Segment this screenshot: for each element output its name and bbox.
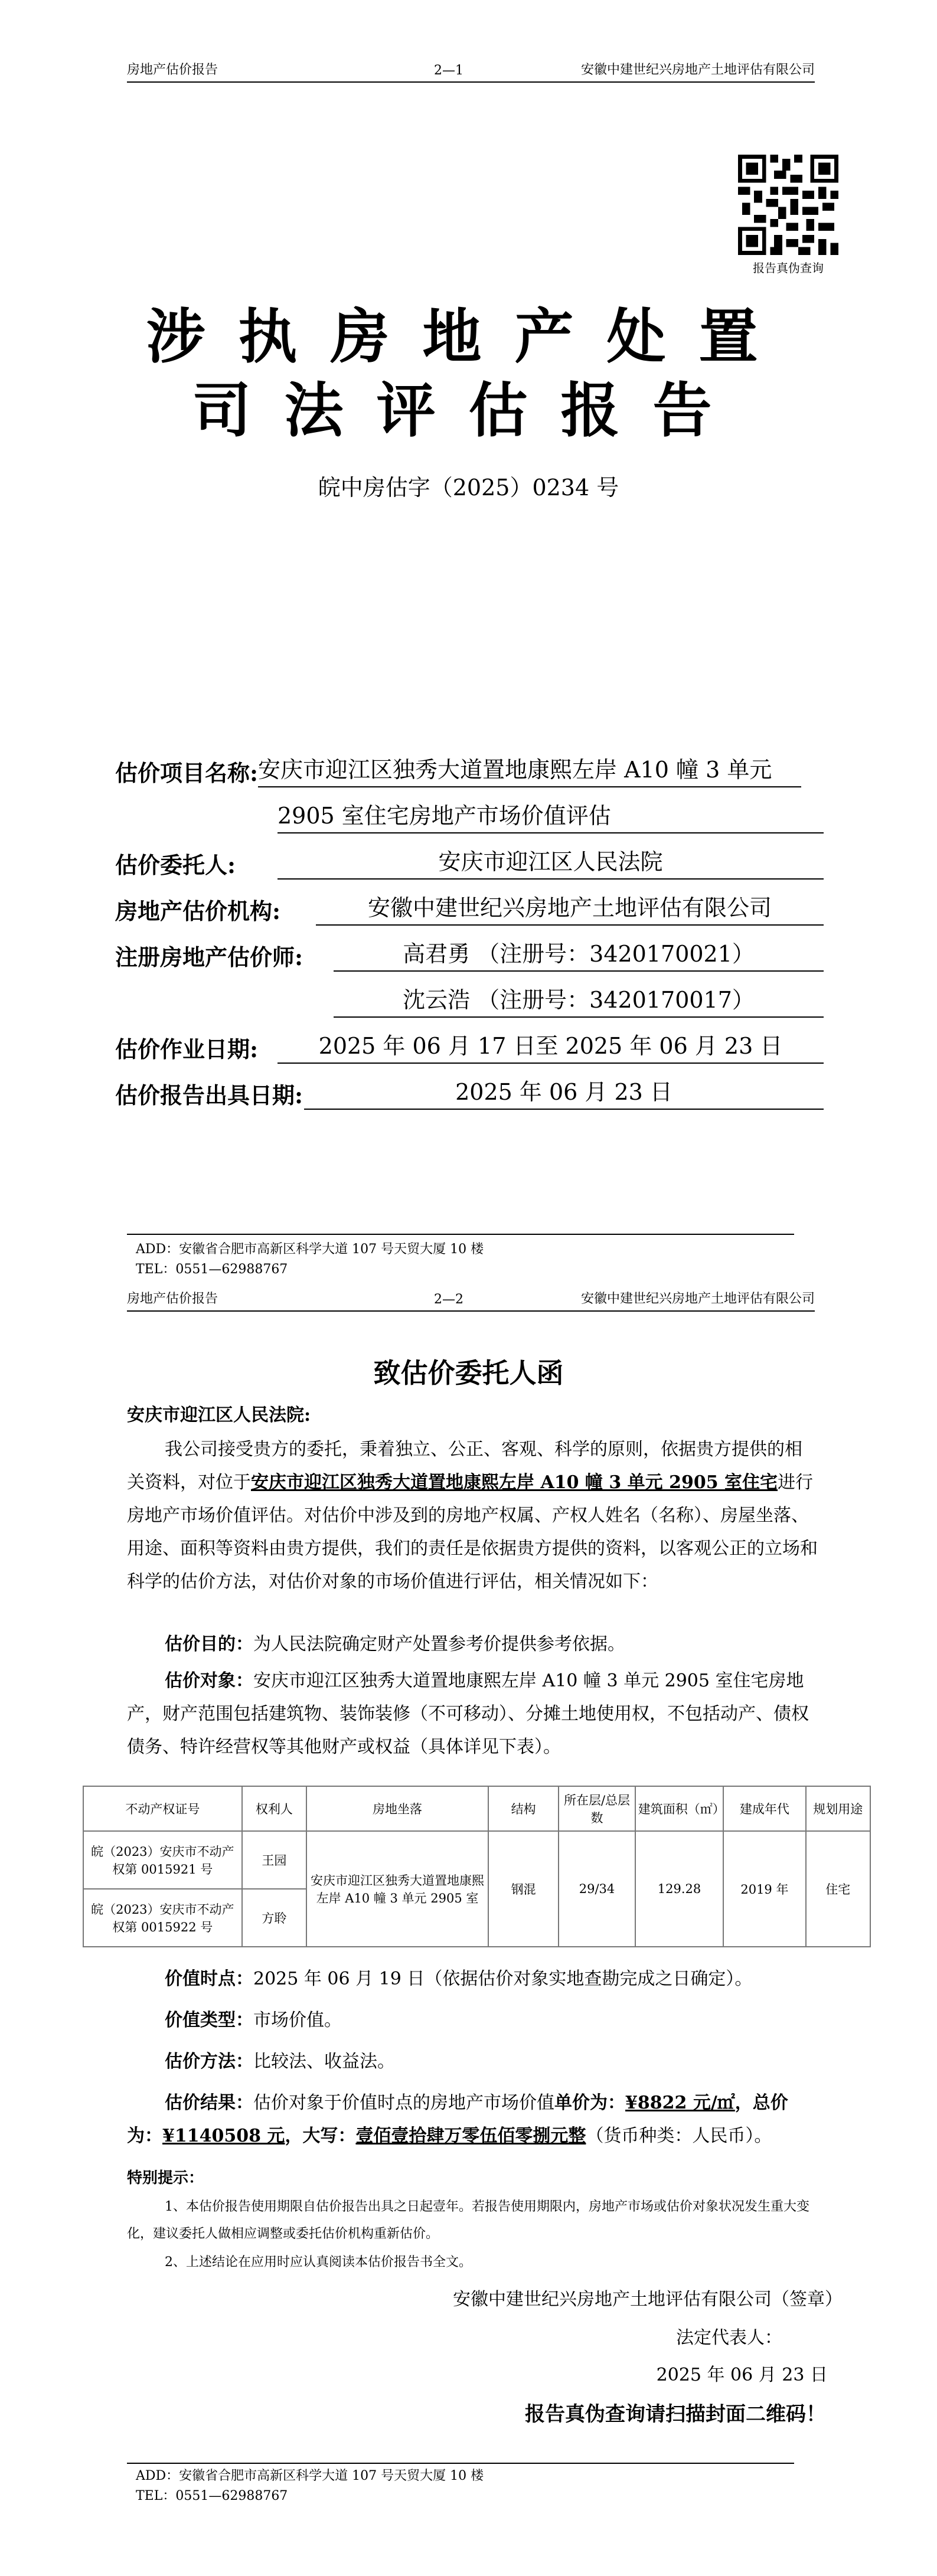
org-value: 安徽中建世纪兴房地产土地评估有限公司	[316, 890, 824, 926]
time-paragraph	[127, 1963, 818, 1996]
year-cell: 2019 年	[723, 1831, 805, 1947]
total-price: ¥1140508 元	[162, 2126, 285, 2146]
purpose-paragraph	[127, 1628, 818, 1661]
header-left: 房地产估价报告	[127, 1292, 218, 1306]
location-cell: 安庆市迎江区独秀大道置地康熙左岸 A10 幢 3 单元 2905 室	[306, 1831, 488, 1947]
project-value-line2: 2905 室住宅房地产市场价值评估	[277, 797, 824, 833]
client-label: 估价委托人:	[115, 852, 236, 878]
report-title-line1: 涉执房地产处置	[146, 302, 791, 371]
area-cell: 129.28	[635, 1831, 723, 1947]
salutation: 安庆市迎江区人民法院:	[127, 1405, 311, 1426]
footer-divider	[127, 2463, 794, 2464]
cert-2: 皖（2023）安庆市不动产权第 0015922 号	[83, 1889, 242, 1947]
purpose-value: 为人民法院确定财产处置参考价提供参考依据。	[253, 1634, 625, 1655]
type-paragraph	[127, 2004, 818, 2037]
work-date-value: 2025 年 06 月 17 日至 2025 年 06 月 23 日	[277, 1028, 824, 1064]
intro-text-c: 进行房地产市场价值评估。对估价中涉及到的房地产权属、产权人姓名（名称）、房屋坐落、用途、面积等资料由贵方提供，我们的责任是依据贵方提供的资料，以客观公正的立场和科学的估价方法，对估价对象的市场价值进行评估，相关情况如下：	[127, 1472, 818, 1592]
verify-notice: 报告真伪查询请扫描封面二维码！	[525, 2402, 826, 2426]
document-number: 皖中房估字（2025）0234 号	[318, 475, 619, 501]
org-label: 房地产估价机构:	[115, 898, 281, 924]
header-page-number: 2—1	[434, 63, 463, 78]
structure-cell: 钢混	[488, 1831, 559, 1947]
client-row	[115, 842, 824, 880]
page2-header	[127, 1286, 815, 1312]
usage-cell: 住宅	[806, 1831, 870, 1947]
table-row	[83, 1831, 870, 1889]
time-label: 价值时点：	[165, 1969, 253, 1989]
result-label: 估价结果：	[165, 2093, 253, 2113]
page-header	[127, 57, 815, 83]
type-label: 价值类型：	[165, 2010, 253, 2031]
owner-2: 方聆	[242, 1889, 306, 1947]
footer-tel: TEL：0551—62988767	[136, 2489, 288, 2503]
org-row	[115, 888, 824, 926]
th-structure: 结构	[488, 1786, 559, 1831]
type-value: 市场价值。	[253, 2010, 342, 2031]
result-text-c: ，总价为：	[127, 2093, 788, 2146]
footer-address	[136, 2466, 484, 2506]
result-text-b: 单价为：	[554, 2093, 625, 2113]
footer-divider	[127, 1234, 794, 1235]
result-text-d: ，大写：	[285, 2126, 356, 2146]
note-2: 2、上述结论在应用时应认真阅读本估价报告书全文。	[165, 2255, 472, 2270]
method-value: 比较法、收益法。	[253, 2051, 395, 2072]
owner-1: 王园	[242, 1831, 306, 1889]
report-title-line2: 司法评估报告	[192, 375, 745, 445]
project-value-line1: 安庆市迎江区独秀大道置地康熙左岸 A10 幢 3 单元	[258, 751, 801, 787]
header-left: 房地产估价报告	[127, 63, 218, 77]
appraiser-label: 注册房地产估价师:	[115, 944, 303, 970]
th-area: 建筑面积（㎡）	[635, 1786, 723, 1831]
th-floors: 所在层/总层数	[559, 1786, 635, 1831]
th-owner: 权利人	[242, 1786, 306, 1831]
footer-tel: TEL：0551—62988767	[136, 1262, 288, 1277]
property-table	[83, 1786, 871, 1947]
method-paragraph	[127, 2045, 818, 2078]
object-paragraph	[127, 1665, 818, 1764]
sign-date: 2025 年 06 月 23 日	[656, 2365, 828, 2385]
unit-price: ¥8822 元/㎡	[625, 2093, 735, 2113]
intro-text-a: 我公司接受贵方的委托，秉着独立、公正、客观、科学的原则，依据贵方提供的相关资料，对位于	[127, 1439, 802, 1493]
total-price-upper: 壹佰壹拾肆万零伍佰零捌元整	[355, 2126, 586, 2146]
issue-date-value: 2025 年 06 月 23 日	[304, 1074, 824, 1110]
sign-company: 安徽中建世纪兴房地产土地评估有限公司（签章）	[453, 2289, 843, 2310]
intro-object: 安庆市迎江区独秀大道置地康熙左岸 A10 幢 3 单元 2905 室住宅	[251, 1472, 778, 1493]
header-page-number: 2—2	[434, 1292, 463, 1307]
appraiser-1: 高君勇 （注册号：3420170021）	[334, 936, 824, 972]
header-right: 安徽中建世纪兴房地产土地评估有限公司	[580, 1292, 815, 1306]
project-label: 估价项目名称:	[115, 760, 259, 786]
footer-addr: ADD：安徽省合肥市高新区科学大道 107 号天贸大厦 10 楼	[136, 2469, 484, 2483]
notes-title: 特别提示：	[127, 2169, 204, 2187]
issue-date-row	[115, 1072, 824, 1110]
appraiser-2: 沈云浩 （注册号：3420170017）	[334, 982, 824, 1018]
result-text-a: 估价对象于价值时点的房地产市场价值	[253, 2093, 554, 2113]
table-header-row	[83, 1786, 870, 1831]
letter-title: 致估价委托人函	[373, 1357, 564, 1389]
note-1: 1、本估价报告使用期限自估价报告出具之日起壹年。若报告使用期限内，房地产市场或估价对象状况发生重大变化，建议委托人做相应调整或委托估价机构重新估价。	[127, 2199, 810, 2241]
cert-1: 皖（2023）安庆市不动产权第 0015921 号	[83, 1831, 242, 1889]
header-right: 安徽中建世纪兴房地产土地评估有限公司	[580, 63, 815, 77]
result-text-e: （货币种类：人民币）。	[586, 2126, 772, 2146]
th-location: 房地坐落	[306, 1786, 488, 1831]
footer-address	[136, 1240, 484, 1280]
intro-paragraph	[127, 1433, 818, 1598]
qr-code-icon[interactable]	[738, 155, 838, 255]
appraiser-row	[115, 934, 824, 972]
sign-representative: 法定代表人：	[676, 2327, 782, 2348]
time-value: 2025 年 06 月 19 日（依据估价对象实地查勘完成之日确定）。	[253, 1969, 753, 1989]
result-paragraph	[127, 2087, 818, 2153]
client-value: 安庆市迎江区人民法院	[277, 844, 824, 880]
project-row	[115, 750, 801, 787]
th-cert: 不动产权证号	[83, 1786, 242, 1831]
work-date-label: 估价作业日期:	[115, 1036, 259, 1063]
th-year: 建成年代	[723, 1786, 805, 1831]
qr-caption: 报告真伪查询	[753, 261, 824, 275]
method-label: 估价方法：	[165, 2051, 253, 2072]
floors-cell: 29/34	[559, 1831, 635, 1947]
issue-date-label: 估价报告出具日期:	[115, 1082, 303, 1109]
appraiser-row-2	[334, 980, 824, 1018]
object-value: 安庆市迎江区独秀大道置地康熙左岸 A10 幢 3 单元 2905 室住宅房地产，财产范围包括建筑物、装饰装修（不可移动）、分摊土地使用权，不包括动产、债权债务、特许经营权等其他财产或权益（具体详见下表）。	[127, 1671, 809, 1757]
footer-addr: ADD：安徽省合肥市高新区科学大道 107 号天贸大厦 10 楼	[136, 1242, 484, 1257]
work-date-row	[115, 1026, 824, 1064]
th-usage: 规划用途	[806, 1786, 870, 1831]
project-row-2	[277, 796, 824, 833]
purpose-label: 估价目的：	[165, 1634, 253, 1655]
object-label: 估价对象：	[165, 1671, 253, 1691]
